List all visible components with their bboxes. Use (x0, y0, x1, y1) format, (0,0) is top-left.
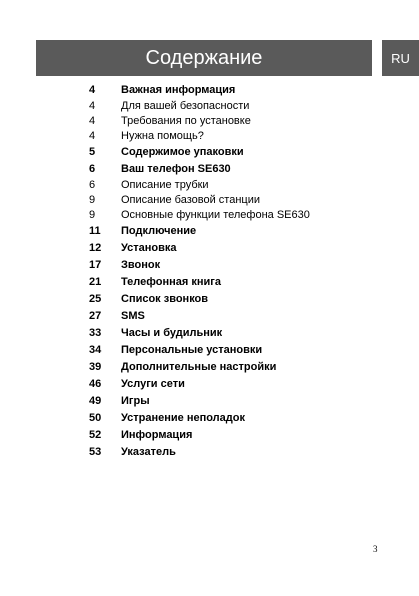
toc-entry[interactable] (89, 427, 389, 444)
toc-entry-title: SMS (121, 310, 145, 322)
toc-entry-title: Основные функции телефона SE630 (121, 209, 310, 221)
toc-page-number: 9 (89, 209, 96, 221)
toc-entry-title: Персональные установки (121, 344, 263, 356)
toc-page-number: 4 (89, 115, 96, 127)
toc-entry-title: Подключение (121, 225, 197, 237)
toc-entry-title: Ваш телефон SE630 (121, 163, 231, 175)
toc-page-number: 21 (89, 276, 102, 288)
toc-entry-title: Устранение неполадок (121, 412, 245, 424)
toc-entry-title: Часы и будильник (121, 327, 223, 339)
toc-entry[interactable] (89, 223, 389, 240)
toc-page-number: 12 (89, 242, 102, 254)
toc-page-number: 4 (89, 130, 96, 142)
toc-entry[interactable] (89, 208, 389, 223)
toc-entry[interactable] (89, 161, 389, 178)
toc-entry[interactable] (89, 82, 389, 99)
language-tab (382, 40, 419, 76)
toc-entry[interactable] (89, 308, 389, 325)
toc-entry-title: Важная информация (121, 84, 236, 96)
toc-entry-title: Для вашей безопасности (121, 100, 250, 112)
toc-page-number: 4 (89, 84, 96, 96)
toc-page-number: 49 (89, 395, 102, 407)
toc-page-number: 39 (89, 361, 102, 373)
toc-entry[interactable] (89, 376, 389, 393)
page-title: Содержание (145, 46, 263, 69)
toc-entry-title: Требования по установке (121, 115, 251, 127)
toc-page-number: 17 (89, 259, 102, 271)
toc-page-number: 5 (89, 146, 96, 158)
toc-entry-title: Игры (121, 395, 150, 407)
toc-entry-title: Нужна помощь? (121, 130, 204, 142)
toc-entry-title: Список звонков (121, 293, 209, 305)
toc-entry-title: Описание трубки (121, 179, 209, 191)
toc-entry-title: Услуги сети (121, 378, 185, 390)
language-label: RU (391, 50, 410, 66)
toc-entry[interactable] (89, 257, 389, 274)
toc-page-number: 9 (89, 194, 96, 206)
toc-entry[interactable] (89, 99, 389, 114)
toc-page-number: 50 (89, 412, 102, 424)
toc-entry[interactable] (89, 240, 389, 257)
toc-entry-title: Содержимое упаковки (121, 146, 244, 158)
toc-entry-title: Установка (121, 242, 177, 254)
toc-entry[interactable] (89, 129, 389, 144)
toc-entry[interactable] (89, 193, 389, 208)
toc-page-number: 46 (89, 378, 102, 390)
page-number: 3 (373, 544, 378, 554)
toc-page-number: 4 (89, 100, 96, 112)
toc-entry-title: Дополнительные настройки (121, 361, 277, 373)
toc-entry-title: Телефонная книга (121, 276, 221, 288)
toc-entry-title: Описание базовой станции (121, 194, 260, 206)
toc-entry[interactable] (89, 114, 389, 129)
toc-entry[interactable] (89, 359, 389, 376)
toc-page-number: 33 (89, 327, 102, 339)
title-bar (36, 40, 372, 76)
toc-entry-title: Указатель (121, 446, 176, 458)
toc-page-number: 53 (89, 446, 102, 458)
toc-entry[interactable] (89, 444, 389, 461)
toc-entry[interactable] (89, 342, 389, 359)
toc-entry[interactable] (89, 178, 389, 193)
table-of-contents (89, 82, 389, 461)
toc-entry[interactable] (89, 325, 389, 342)
toc-entry-title: Информация (121, 429, 193, 441)
toc-entry[interactable] (89, 144, 389, 161)
toc-page-number: 25 (89, 293, 102, 305)
toc-page-number: 34 (89, 344, 102, 356)
toc-entry[interactable] (89, 291, 389, 308)
toc-entry[interactable] (89, 393, 389, 410)
toc-page-number: 27 (89, 310, 102, 322)
toc-page-number: 6 (89, 163, 96, 175)
toc-page-number: 6 (89, 179, 96, 191)
toc-page-number: 52 (89, 429, 102, 441)
toc-entry[interactable] (89, 410, 389, 427)
toc-entry-title: Звонок (121, 259, 161, 271)
toc-entry[interactable] (89, 274, 389, 291)
toc-page-number: 11 (89, 225, 101, 237)
